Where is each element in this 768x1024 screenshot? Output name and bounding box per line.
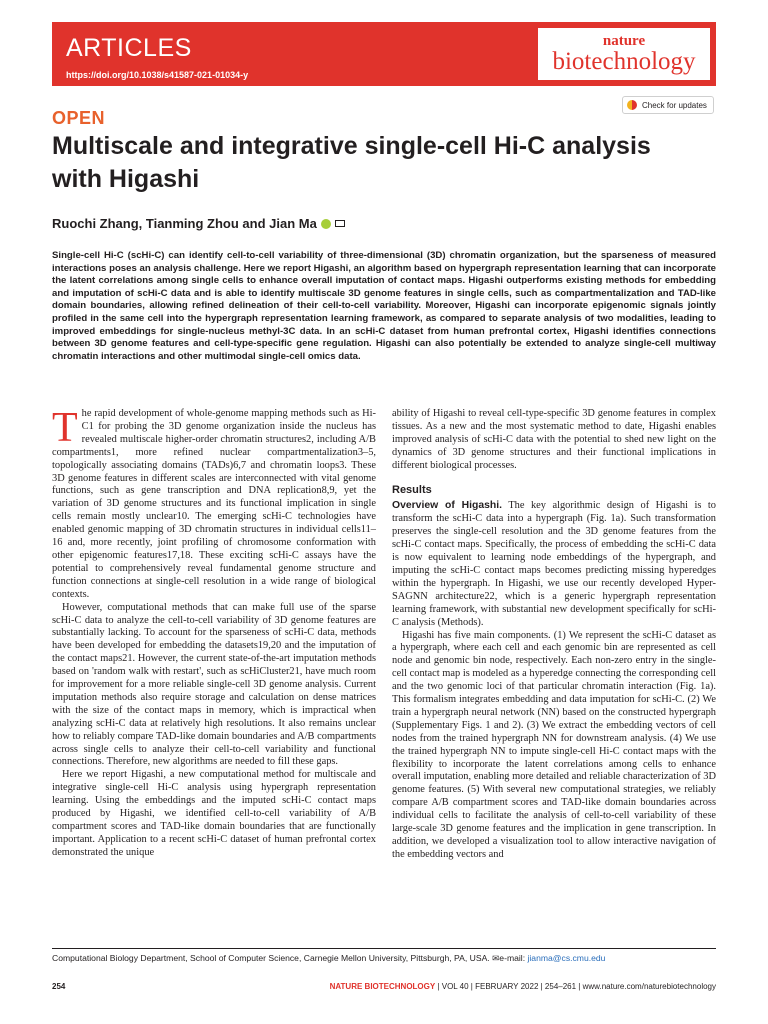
author-list (52, 216, 345, 231)
paragraph: Here we report Higashi, a new computational method for multiscale and integrative single-cell Hi-C analysis using hypergraph representation learning. Using the embeddings and the imputed scHi-C contact maps produced by Higashi, we identified cell-to-cell variability of A/B compartment scores and TAD-like domain boundaries that are functionally important. Application to a recent scHi-C dataset of human prefrontal cortex demonstrated the unique (52, 769, 376, 858)
crossmark-icon (627, 100, 637, 110)
drop-cap: T (52, 405, 78, 451)
abstract: Single-cell Hi-C (scHi-C) can identify cell-to-cell variability of three-dimensional (3D) chromatin organization, but the sparseness of measured interactions poses an analysis challenge. Here we report Higashi, an algorithm based on hypergraph representation learning that can incorporate the latent correlations among single cells to enhance overall imputation of contact maps. Higashi outperforms existing methods for embedding and imputation of scHi-C data and is able to identify multiscale 3D genome features in single cells, such as compartmentalization and TAD-like domain boundaries, allowing refined delineation of their cell-to-cell variability. Moreover, Higashi can incorporate epigenomic signals jointly profiled in the same cell into the hypergraph representation learning framework, as compared to separate analysis of two modalities, leading to improved embeddings for single-nucleus methyl-3C data. In an scHi-C dataset from human prefrontal cortex, Higashi identifies connections between 3D genome features and cell-type-specific gene regulation. Higashi can also potentially be extended to analyze single-cell multiway chromatin interactions and other multimodal single-cell omics data. (52, 250, 716, 362)
article-title: Multiscale and integrative single-cell Hi-C analysis with Higashi (52, 132, 651, 193)
article-type: ARTICLES (66, 34, 192, 62)
orcid-icon[interactable] (321, 219, 331, 229)
check-for-updates-button[interactable] (622, 96, 714, 114)
logo-line-2: biotechnology (552, 48, 696, 75)
paragraph-text: he rapid development of whole-genome mapping methods such as Hi-C1 for probing the 3D genome organization inside the nucleus has revealed multiscale higher-order chromatin structures2, including A/B compartments1, more refined nuclear compartmentalization3–5, topologically associating domains (TADs)6,7 and chromatin loops3. These 3D genome features in different scales are interconnected with vital genome functions, such as gene transcription and DNA replication8,9, yet the variation of 3D genome structures and its functional implication in single cells remain mostly unclear10. The emerging scHi-C technologies have enabled genomic mapping of 3D chromatin structures in individual cells11–16 and, more recently, joint profiling of chromosome conformation with other epigenomic features17,18. These exciting scHi-C assays have the potential to comprehensively reveal fundamental genome structure and function connections at single-cell resolution in a wide range of biological contexts. (52, 408, 376, 600)
logo-line-1: nature (602, 33, 646, 49)
email-label: e-mail: (499, 953, 526, 963)
journal-citation (330, 982, 716, 991)
paragraph: However, computational methods that can make full use of the sparse scHi-C data to analyze the cell-to-cell variability of 3D genome features are substantially lacking. To account for the sparseness of scHi-C data, methods have been developed for embedding the datasets19,20 and the imputation of the contact maps21. However, the current state-of-the-art imputation methods based on 'random walk with restart', such as scHiCluster21, have much room for improvement for a more reliable single-cell 3D genome analysis. Current imputation methods also require storage and calculation on dense matrices with the size of the contact maps in memory, which is impractical when analyzing scHi-C data at relatively high resolutions. It also remains unclear how to reliably compare TAD-like domain boundaries and A/B compartments across single cells to analyze their cell-to-cell variability and functional connections. Therefore, new algorithms are needed to fill these gaps. (52, 601, 376, 768)
right-column (392, 408, 716, 862)
journal-logo (538, 28, 710, 80)
authors-text: Ruochi Zhang, Tianming Zhou and Jian Ma (52, 216, 317, 231)
affiliation-footnote (52, 953, 605, 964)
paragraph: ability of Higashi to reveal cell-type-specific 3D genome features in complex tissues. As a new and the most systematic method to date, Higashi enables improved analysis of scHi-C data with the potential to shed new light on the dynamics of 3D genome structures and their functional implications in different biological processes. (392, 408, 716, 471)
check-updates-label: Check for updates (642, 100, 707, 110)
paragraph-text: The key algorithmic design of Higashi is to transform the scHi-C data into a hypergraph (Fig. 1a). Such transformation preserves the single-cell resolution and the 3D genome features from the scHi-C contact maps. Specifically, the process of embedding the scHi-C data is now equivalent to learning node embeddings of the hypergraph, and imputing the scHi-C contact maps becomes predicting missing hyperedges within the hypergraph. In Higashi, we use our recently developed Hyper-SAGNN architecture22, which is a generic hypergraph representation learning framework, with substantial new development specifically for scHi-C analysis (Methods). (392, 500, 716, 628)
doi-link[interactable]: https://doi.org/10.1038/s41587-021-01034-y (66, 70, 249, 80)
email-icon[interactable] (335, 220, 345, 227)
author-email-link[interactable]: jianma@cs.cmu.edu (527, 953, 606, 963)
paragraph: Higashi has five main components. (1) We represent the scHi-C dataset as a hypergraph, where each cell and each genomic bin are represented as cell node and genomic bin node, respectively. Each non-zero entry in the single-cell contact map is modeled as a hyperedge connecting the corresponding cell and the two genomic loci of that particular chromatin interaction (Fig. 1a). This formalism integrates embedding and data imputation for scHi-C. (2) We train a hypergraph neural network (NN) based on the constructed hypergraph (Supplementary Figs. 1 and 2). (3) We extract the embedding vectors of cell nodes from the trained hypergraph NN for downstream analysis. (4) We use the trained hypergraph NN to impute single-cell Hi-C contact maps with the flexibility to incorporate the latent correlations among cells to enhance overall imputation, enabling more detailed and reliable characterization of 3D genome features. (5) With several new computational strategies, we reliably compare A/B compartment scores and TAD-like domain boundaries across individual cells to facilitate the analysis of cell-to-cell variability of these large-scale 3D genome features and the implication in gene transcription. In addition, we developed a visualization tool to allow interactive navigation of the embedding vectors and (392, 629, 716, 860)
open-access-label: OPEN (52, 108, 106, 128)
section-heading-results: Results (392, 483, 432, 496)
footnote-divider (52, 948, 716, 949)
page-number: 254 (52, 982, 66, 991)
paragraph (52, 405, 376, 602)
journal-name: NATURE BIOTECHNOLOGY (329, 982, 436, 991)
left-column (52, 405, 376, 860)
article-banner (52, 22, 716, 86)
affiliation-text: Computational Biology Department, School of Computer Science, Carnegie Mellon University, Pittsburgh, PA, USA. (52, 953, 490, 963)
citation-text: | VOL 40 | FEBRUARY 2022 | 254–261 | www.nature.com/naturebiotechnology (435, 982, 716, 991)
subsection-heading: Overview of Higashi. (392, 500, 503, 512)
email-icon: ✉ (492, 953, 500, 963)
paragraph (392, 500, 716, 629)
